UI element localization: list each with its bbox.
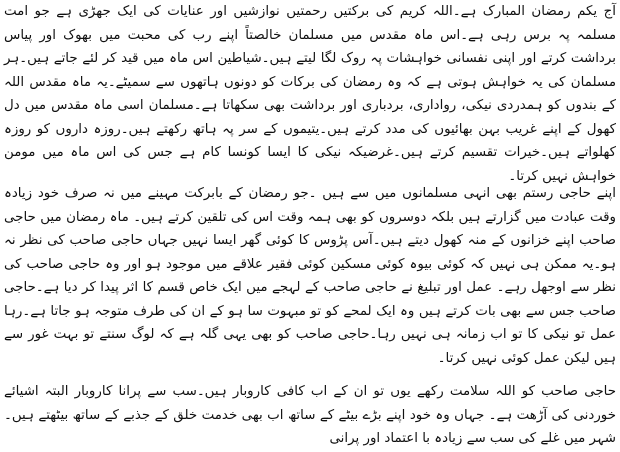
paragraph-haji-rustam: اپنے حاجی رستم بھی انہی مسلمانوں میں سے ہیں ۔جو رمضان کے بابرکت مہینے میں نہ صرف خود زیادہ وقت عبادت میں گزارتے ہیں بلکہ دوسروں کو بھی ہمہ وقت اس کی تلقین کرتے ہیں۔ ماہ رمضان میں حاجی صاحب اپنے خزانوں کے منہ کھول دیتے ہیں۔آس پڑوس کا کوئی گھر ایسا نہیں جہاں حاجی صاحب کی نظر نہ ہو۔یہ ممکن ہی نہیں کہ کوئی بیوہ کوئی مسکین کوئی فقیر علاقے میں موجود ہو اور وہ حاجی صاحب کی نظر سے اوجھل رہے۔ عمل اور تبلیغ نے حاجی صاحب کے لہجے میں ایک خاص قسم کا اثر پیدا کر دیا ہے۔حاجی صاحب جس سے بھی بات کرتے ہیں وہ ایک لمحے کو تو مبہوت سا ہو کے ان کی طرف متوجہ ہو جاتا ہے۔رہا عمل تو نیکی کا تو اب زمانہ ہی نہیں رہا۔حاجی صاحب کو بھی یہی گلہ ہے کہ لوگ سنتے تو بہت غور سے ہیں لیکن عمل کوئی نہیں کرتا۔ bbox=[4, 186, 616, 366]
paragraph-ramadan-intro: آج یکم رمضان المبارک ہے۔اللہ کریم کی برکتیں رحمتیں نوازشیں اور عنایات کی ایک جھڑی ہے جو امت مسلمہ پہ برس رہی ہے۔اس ماہ مقدس میں مسلمان خالصتاً اپنے رب کی محبت میں بھوک اور پیاس برداشت کرتے اور اپنی نفسانی خواہشات پہ روک لگا لیتے ہیں۔شیاطین اس ماہ میں قید کر لئے جاتے ہیں۔ہر مسلمان کی یہ خواہش ہوتی ہے کہ وہ رمضان کی برکات کو دونوں ہاتھوں سے سمیٹے۔یہ ماہ مقدس اللہ کے بندوں کو ہمدردی نیکی، رواداری، بردباری اور برداشت بھی سکھاتا ہے۔مسلمان اسی ماہ مقدس میں دل کھول کے اپنے غریب بہن بھائیوں کی مدد کرتے ہیں۔یتیموں کے سر پہ ہاتھ رکھتے ہیں۔روزہ داروں کو روزہ کھلواتے ہیں۔خیرات تقسیم کرتے ہیں۔غرضیکہ نیکی کا ایسا کونسا کام ہے جس کی اس ماہ میں مومن خواہش نہیں کرتا۔ bbox=[4, 4, 616, 184]
paragraph-haji-business: حاجی صاحب کو اللہ سلامت رکھے یوں تو ان کے اب کافی کاروبار ہیں۔سب سے پرانا کاروبار البتہ اشیائے خوردنی کی آڑھت ہے۔ جہاں وہ خود اپنے بڑے بیٹے کے ساتھ اب بھی خدمت خلق کے جذبے کے ساتھ بیٹھتے ہیں۔شہر میں غلے کی سب سے زیادہ با اعتماد اور پرانی bbox=[4, 384, 616, 446]
